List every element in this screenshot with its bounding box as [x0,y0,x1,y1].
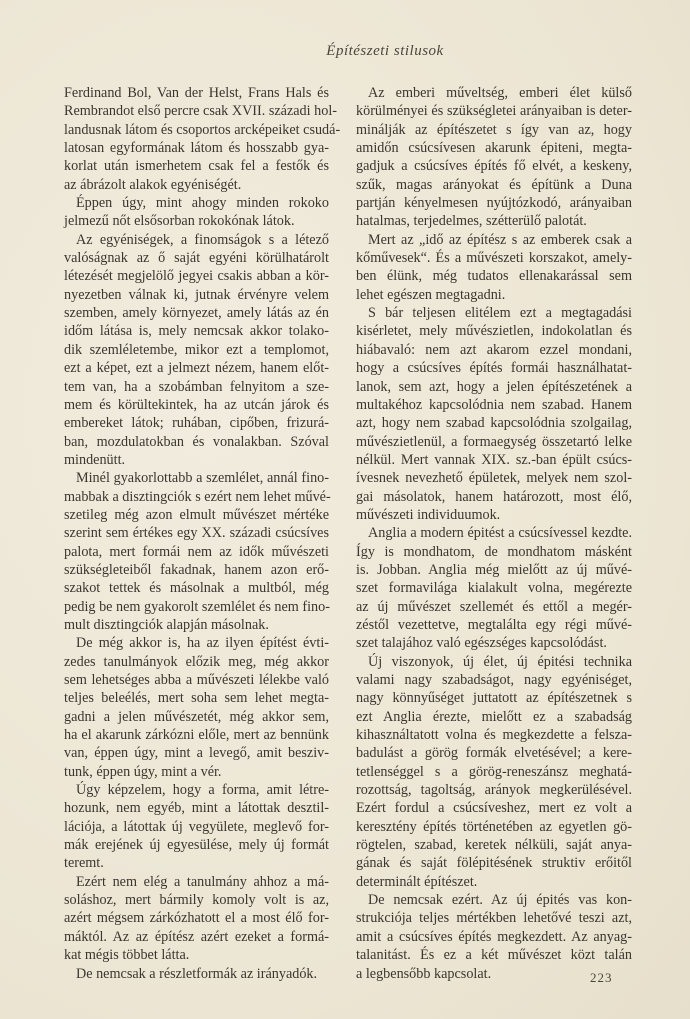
text-line: tunk, éppen úgy, mint a vér. [64,763,222,780]
text-line: kőművesek“. És a művészeti korszakot, amely- [356,250,632,267]
text-line: művészietlenül, a formaegység összetartó lelke [356,433,632,450]
text-line: gadni a jelen művészetét, még akkor sem, [64,708,329,725]
text-line: időm látása is, mely nemcsak akkor tolako- [64,323,329,340]
text-line: lanok, sem azt, hogy a jelen építészetének a [356,378,632,395]
text-line: zéstől vezettetve, megtalálta egy régi művé- [356,616,632,633]
text-line: mabbak a disztingciók s ezért nem lehet művé- [64,488,331,505]
text-line: az új művészet szellemét és ettől a megér- [356,598,632,615]
text-line: valóságnak az ő saját egyéni körülhatárolt [64,250,329,267]
text-line: gai másolatok, hanem határozott, most élő, [356,488,632,505]
text-line: latosan egyformának látom és hosszabb gya- [64,140,329,157]
text-line: amidőn csúcsívesen akarunk épiteni, megta- [356,140,632,157]
text-line: gának és saját fölépitésének struktiv erőitől [356,855,632,872]
text-line: kisérletet, mely művészietlen, indokolatlan és [356,323,632,340]
text-line: Ferdinand Bol, Van der Helst, Frans Hals és [64,85,329,101]
paragraph [356,653,632,891]
paragraph [356,84,632,231]
text-line: Éppen úgy, mint ahogy minden rokoko [76,195,329,212]
text-line: Minél gyakorlottabb a szemlélet, annál fino- [76,470,329,487]
paragraph [64,873,329,965]
text-line: mult disztingciók alapján másolnak. [64,616,269,633]
text-line: kat mégis többet látta. [64,947,190,964]
text-line: Az egyéniségek, a finomságok s a létező [76,231,329,248]
text-line: dik szemléletembe, mikor ezt a templomot, [64,341,329,358]
running-header: Építészeti stilusok [326,43,444,59]
text-line: hogy a csúcsíves építés formái használhatat- [356,360,632,377]
text-line: ívesnek nevezhető épületek, melyek nem szol- [356,470,632,487]
text-line: Így is mondhatom, de mondhatom másként [356,543,632,560]
text-line: tem van, ha a szobámban felnyitom a sze- [64,378,329,395]
text-line: keresztény építés történetében az egyetlen gö- [356,818,632,835]
paragraph [356,524,632,652]
text-line: De még akkor is, ha az ilyen építést évti- [76,635,329,652]
text-line: Ezért nem elég a tanulmány ahhoz a má- [76,873,329,890]
text-line: ben élünk, még tudatos ellenakarással sem [356,268,632,285]
text-line: multakéhoz kapcsolódnia nem szabad. Hanem [356,396,632,413]
page-number: 223 [590,970,613,985]
text-line: strukciója teljes mértékben lehetővé teszi azt, [356,910,632,927]
text-line: hiábavaló: nem azt akarom ezzel mondani, [356,341,632,358]
text-line: minálják az építészetet s így van az, hogy [356,121,632,138]
text-line: máktól. Az az építész azért ezeket a formá- [64,928,329,945]
text-line: rozottság, tagoltság, arányok megkerülésével. [356,782,632,799]
text-line: badulást a görög formák elvetésével; a kere- [356,745,632,762]
text-line: Az emberi műveltség, emberi élet külső [368,85,632,101]
text-line: Ezért fordul a csúcsíveshez, mert ez volt a [356,800,632,817]
text-line: S bár teljesen elitélem ezt a megtagadási [368,305,632,322]
text-line: korlat után ismerhetem csak fel a festők és [64,158,329,175]
paragraph [356,231,632,304]
text-line: létezését megjelölő jegyei csakis abban a kör- [64,268,329,285]
text-line: talanitást. És ez a két művészet közt talán [356,947,632,964]
text-line: lehet egészen megtagadni. [356,286,506,303]
paragraph [64,469,329,634]
text-line: valami nagy szabadságot, nagy egyéniséget, [356,672,632,688]
text-line: hatalmas, terjedelmes, szétterülő palotát. [356,213,587,230]
text-line: sem lehetséges abba a művészeti lélekbe való [64,672,329,688]
text-line: De nemcsak ezért. Az új épités vas kon- [368,892,632,909]
text-line: gadjuk a csúcsíves építés fő elvét, a keskeny, [356,158,632,175]
text-line: azt, hogy nem szabad kapcsolódnia szolgailag, [356,415,632,432]
text-line: is. Jobban. Anglia még mielőtt az új művé- [356,561,632,578]
text-line: teremt. [64,855,104,872]
text-line: ha el akarunk zárkózni előle, mert az bennünk [64,727,329,744]
text-line: nagy könnyűséget juttatott az építészetnek s [356,690,632,707]
text-line: landusnak látom és csoportos arcképeiket csudá- [64,121,341,138]
paragraph [64,194,329,231]
right-column [356,84,632,983]
text-line: mindenütt. [64,451,126,468]
text-line: szet talajához való egészséges kapcsolódást. [356,635,607,652]
paragraph [64,84,341,194]
text-line: szemben, amely környezet, amely látás az én [64,305,329,322]
text-line: körülményei és szükségletei arányaiban is deter- [356,103,632,120]
text-line: művészeti individuumok. [356,506,501,523]
text-line: ezt Anglia érezte, mielőtt ez a szabadság [356,708,632,725]
paragraph [64,231,329,469]
text-line: amit a csúcsíves építés megkezdett. Az anyag- [356,928,632,945]
text-line: szakot tettek és másolnak a multból, még [64,580,329,597]
text-line: zedes tanulmányok előzik meg, még akkor [64,653,329,670]
text-line: jelmezű nőt elsősorban rokokónak látok. [64,213,295,230]
text-line: tetlenséggel s a görög-reneszánsz meghatá- [356,763,632,780]
text-line: szűk, magas arányokat és építünk a Duna [356,176,632,193]
text-line: palota, mert formái nem az idők művészeti [64,543,329,560]
paragraph [64,781,329,873]
paragraph [356,304,632,524]
text-line: ban, mozdulatokban és vonalakban. Szóval [64,433,329,450]
text-line: azért mégsem zárkózhatott el a most élő for- [64,910,329,927]
text-line: a legbensőbb kapcsolat. [356,965,492,982]
text-line: kihasználtatott volna és megkezdette a felsza- [356,727,632,744]
text-line: pedig be nem gyakorolt szemlélet és nem fino- [64,598,330,615]
text-line: embereket látok; ruhában, cipőben, frizurá- [64,415,329,432]
text-line: az ábrázolt alakok egyéniségét. [64,176,242,193]
text-line: soláshoz, mert bármily komoly volt is az, [64,892,329,909]
text-line: Rembrandot első percre csak XVII. századi hol- [64,103,337,120]
text-line: nélkül. Mert vannak XIX. sz.-ban épült csúcs- [356,451,632,468]
text-line: nyezetben válnak ki, jutnak érvényre velem [64,286,329,303]
text-line: mem és körültekintek, ha az utcán járok és [64,396,329,413]
text-line: teljes beleélés, mert soha sem lehet megta- [64,690,329,707]
text-line: van, éppen úgy, mint a levegő, amit besziv- [64,745,329,762]
text-line: Új viszonyok, új élet, új épitési technika [368,653,632,670]
text-line: hozunk, nem egyéb, mint a látottak desztil- [64,800,329,817]
text-line: determinált építészet. [356,873,478,890]
text-line: Anglia a modern épitést a csúcsívessel kezdte. [368,525,632,542]
text-line: ezt a képet, ezt a jelmezt nézem, hanem előt- [64,360,329,377]
paragraph [64,634,329,781]
text-line: De nemcsak a részletformák az irányadók. [76,965,318,982]
text-line: Mert az „idő az építész s az emberek csak a [368,231,632,248]
text-line: szükségleteiből fakadnak, hanem azon erő- [64,561,329,578]
text-line: szet formavilága kialakult volna, megérezte [356,580,632,597]
paragraph [64,965,329,983]
text-line: rögtelen, szabad, keretek nélküli, saját anya- [356,837,632,854]
text-line: szetileg még azon elmult művészet mértéke [64,506,329,523]
text-line: Úgy képzelem, hogy a forma, amit létre- [76,782,329,799]
text-line: lációja, a látottak új vegyülete, meglevő for- [64,818,329,835]
left-column [64,84,341,983]
text-line: partján kényelmesen nyújtózkodó, arányaiban [356,195,632,212]
text-line: szerint sem értékes egy XX. századi csúcsíves [64,525,329,542]
text-line: mák erejének új egyesülése, mely új formát [64,837,329,854]
